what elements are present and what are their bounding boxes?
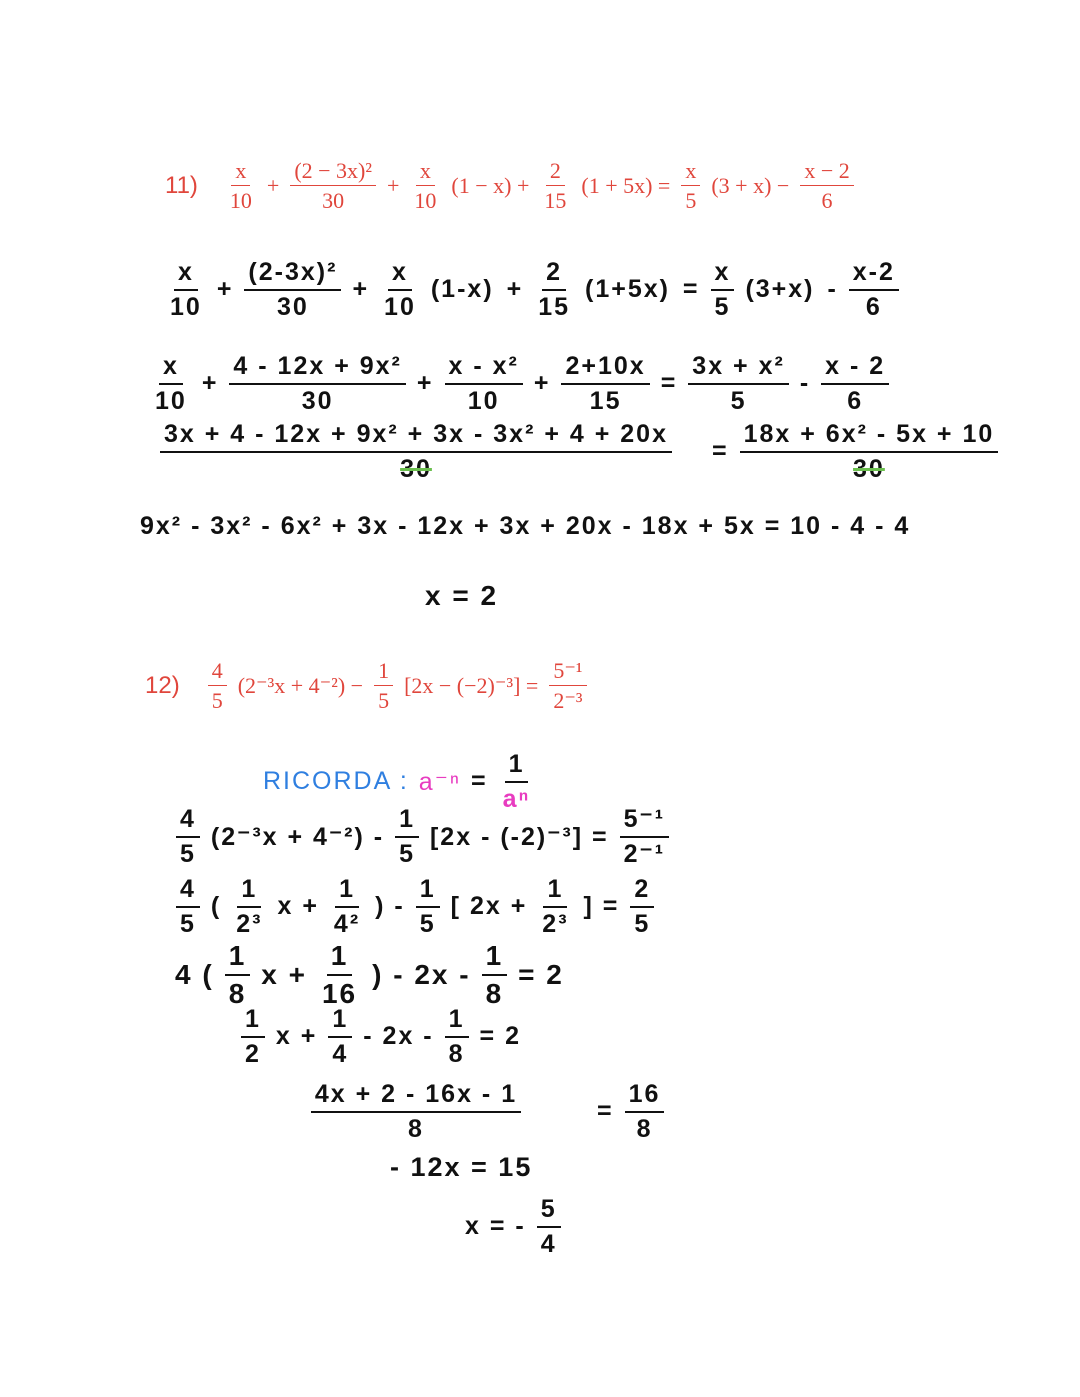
math-text: 9x² - 3x² - 6x² + 3x - 12x + 3x + 20x - 18x + 5x = 10 - 4 - 4 <box>140 512 911 540</box>
denominator: 10 <box>384 292 416 321</box>
denominator: 10 <box>155 386 187 415</box>
solution-step-2 <box>145 352 895 416</box>
fraction <box>125 420 707 484</box>
fraction <box>493 750 541 814</box>
numerator: 1 <box>237 875 261 908</box>
denominator: 5 <box>180 909 196 938</box>
numerator: x - 2 <box>821 352 889 385</box>
math-text: + <box>533 369 551 398</box>
fraction <box>284 158 382 214</box>
denominator: 2⁻¹ <box>623 839 666 868</box>
math-text: (1 − x) + <box>451 172 530 198</box>
math-text: [ 2x + <box>450 892 528 921</box>
math-text: x = - <box>465 1212 526 1241</box>
math-text: - 12x = 15 <box>390 1152 533 1182</box>
fraction <box>619 1080 671 1144</box>
numerator: 4x + 2 - 16x - 1 <box>311 1080 521 1113</box>
denominator: aⁿ <box>502 784 531 813</box>
solution-step-1 <box>160 258 905 322</box>
numerator: x <box>681 158 700 186</box>
fraction <box>705 258 741 322</box>
numerator: x-2 <box>849 258 899 291</box>
denominator: 15 <box>589 386 622 415</box>
denominator: 10 <box>414 188 437 214</box>
numerator: 1 <box>416 875 440 908</box>
numerator: (2 − 3x)² <box>290 158 376 186</box>
denominator: 5 <box>419 909 436 938</box>
denominator: 4² <box>333 909 361 938</box>
denominator: 2⁻³ <box>553 688 583 714</box>
fraction <box>439 352 529 416</box>
denominator: 5 <box>634 909 651 938</box>
numerator: x <box>159 352 183 385</box>
numerator: 2+10x <box>561 352 649 385</box>
numerator: 1 <box>328 1005 352 1038</box>
solution-step-11 <box>235 1005 526 1069</box>
fraction <box>170 875 206 939</box>
fraction <box>624 875 660 939</box>
math-text: (3+x) - <box>745 275 838 304</box>
denominator: 15 <box>538 292 571 321</box>
denominator: 15 <box>544 188 567 214</box>
solution-step-10 <box>170 940 569 1010</box>
denominator: 6 <box>847 386 864 415</box>
denominator: 8 <box>485 978 504 1010</box>
numerator: 1 <box>374 658 393 686</box>
denominator: 2³ <box>542 909 569 938</box>
fraction <box>235 1005 271 1069</box>
solution-step-12 <box>240 1080 670 1144</box>
denominator: 10 <box>170 292 202 321</box>
denominator: 5 <box>714 292 731 321</box>
math-text: = <box>597 1097 614 1126</box>
math-text: (1+5x) = <box>585 275 700 304</box>
numerator: 18x + 6x² - 5x + 10 <box>740 420 999 453</box>
denominator: 6 <box>821 188 833 214</box>
denominator: 30 <box>301 386 334 415</box>
math-text: x = 2 <box>425 580 499 611</box>
fraction <box>389 805 425 869</box>
math-text: 4 ( <box>175 959 214 991</box>
numerator: x <box>388 258 412 291</box>
fraction <box>322 1005 358 1069</box>
math-text: - <box>799 369 811 398</box>
math-text: + <box>416 369 434 398</box>
numerator: 4 <box>176 805 200 838</box>
math-text: (1 + 5x) = <box>581 172 671 198</box>
math-text: = <box>712 437 729 466</box>
math-text: + <box>216 275 234 304</box>
denominator: 5 <box>399 839 415 868</box>
numerator: 2 <box>630 875 654 908</box>
denominator: 4 <box>332 1039 349 1068</box>
numerator: 1 <box>335 875 359 908</box>
math-text: - 2x - <box>363 1022 434 1051</box>
fraction <box>531 1195 567 1259</box>
math-text: + <box>201 369 219 398</box>
denominator: 8 <box>408 1114 424 1143</box>
denominator: 10 <box>229 188 252 214</box>
fraction <box>843 258 905 322</box>
solution-step-9 <box>170 875 660 939</box>
fraction <box>240 1080 592 1144</box>
numerator: x - x² <box>445 352 523 385</box>
math-text: ( <box>210 892 222 921</box>
fraction <box>324 875 370 939</box>
fraction <box>170 805 206 869</box>
fraction <box>734 420 1005 484</box>
solution-step-4 <box>135 512 915 541</box>
denominator: 30 <box>322 188 345 214</box>
fraction <box>219 940 257 1010</box>
fraction <box>404 158 446 214</box>
numerator: x − 2 <box>800 158 853 186</box>
fraction <box>312 940 367 1010</box>
numerator: (2-3x)² <box>244 258 341 291</box>
math-text: [2x - (-2)⁻³] = <box>429 822 609 851</box>
fraction <box>682 352 795 416</box>
exercise-statement-0 <box>165 158 860 214</box>
denominator: 8 <box>636 1114 653 1143</box>
math-text: ) - 2x - <box>372 959 471 991</box>
fraction <box>794 158 859 214</box>
math-text: + <box>266 172 280 198</box>
numerator: x <box>231 158 250 186</box>
math-text: x + <box>261 959 307 991</box>
numerator: 2 <box>542 258 566 291</box>
fraction <box>410 875 446 939</box>
numerator: 1 <box>395 805 419 838</box>
fraction <box>145 352 197 416</box>
fraction <box>160 258 212 322</box>
exercise-statement-6 <box>145 658 593 714</box>
math-text: ] = <box>583 892 620 921</box>
math-text: + <box>386 172 400 198</box>
fraction <box>238 258 347 322</box>
fraction <box>368 658 399 714</box>
denominator: 5 <box>180 839 196 868</box>
math-text: = <box>660 369 678 398</box>
numerator: 1 <box>225 940 251 976</box>
math-text: (3 + x) − <box>711 172 790 198</box>
exercise-number: 11) <box>165 171 198 199</box>
math-text: x + <box>277 892 319 921</box>
denominator: 6 <box>865 292 882 321</box>
denominator: 5 <box>211 688 223 714</box>
denominator: 30 <box>853 454 885 483</box>
math-text: = <box>471 767 488 796</box>
math-text: a⁻ⁿ <box>418 767 462 796</box>
solution-step-13 <box>385 1152 537 1183</box>
numerator: 1 <box>327 940 353 976</box>
numerator: 4 - 12x + 9x² <box>229 352 405 385</box>
solution-step-8 <box>170 805 675 869</box>
fraction <box>202 658 233 714</box>
denominator: 5 <box>730 386 747 415</box>
numerator: 5⁻¹ <box>549 658 586 686</box>
math-text: x + <box>275 1022 318 1051</box>
numerator: 5 <box>537 1195 561 1228</box>
denominator: 8 <box>228 978 247 1010</box>
denominator: 2 <box>245 1039 261 1068</box>
fraction <box>532 875 578 939</box>
fraction <box>815 352 895 416</box>
fraction <box>555 352 655 416</box>
fraction <box>220 158 262 214</box>
denominator: 30 <box>277 292 309 321</box>
math-text: [2x − (−2)⁻³] = <box>404 672 539 698</box>
fraction <box>534 158 576 214</box>
fraction <box>223 352 411 416</box>
fraction <box>374 258 426 322</box>
math-text: (2⁻³x + 4⁻²) − <box>237 672 364 698</box>
exercise-number: 12) <box>145 671 180 699</box>
solution-step-5 <box>420 580 503 612</box>
numerator: 1 <box>543 875 567 908</box>
denominator: 30 <box>400 454 432 483</box>
fraction <box>614 805 675 869</box>
fraction <box>439 1005 475 1069</box>
fraction <box>543 658 592 714</box>
math-text: (2⁻³x + 4⁻²) - <box>210 822 385 851</box>
solution-step-14 <box>460 1195 567 1259</box>
numerator: 1 <box>505 750 529 783</box>
numerator: 4 <box>208 658 227 686</box>
numerator: x <box>416 158 435 186</box>
numerator: 5⁻¹ <box>620 805 669 838</box>
math-text: ) - <box>375 892 405 921</box>
fraction <box>226 875 272 939</box>
fraction <box>476 940 514 1010</box>
numerator: 4 <box>176 875 200 908</box>
solution-step-3 <box>125 420 1004 484</box>
denominator: 10 <box>467 386 500 415</box>
numerator: x <box>174 258 198 291</box>
numerator: x <box>711 258 735 291</box>
numerator: 1 <box>241 1005 265 1038</box>
denominator: 2³ <box>236 909 263 938</box>
fraction <box>528 258 580 322</box>
math-text: RICORDA : <box>263 767 409 796</box>
math-text: = 2 <box>479 1022 521 1051</box>
numerator: 1 <box>445 1005 469 1038</box>
denominator: 16 <box>321 978 358 1010</box>
denominator: 5 <box>685 188 697 214</box>
numerator: 3x + 4 - 12x + 9x² + 3x - 3x² + 4 + 20x <box>160 420 672 453</box>
denominator: 4 <box>540 1229 557 1258</box>
math-text: = 2 <box>518 959 564 991</box>
numerator: 3x + x² <box>688 352 789 385</box>
math-text: + <box>352 275 370 304</box>
math-text: (1-x) + <box>430 275 524 304</box>
denominator: 8 <box>448 1039 465 1068</box>
solution-step-7 <box>258 750 540 814</box>
denominator: 5 <box>378 688 390 714</box>
numerator: 1 <box>482 940 508 976</box>
numerator: 2 <box>546 158 565 186</box>
fraction <box>675 158 706 214</box>
numerator: 16 <box>625 1080 665 1113</box>
